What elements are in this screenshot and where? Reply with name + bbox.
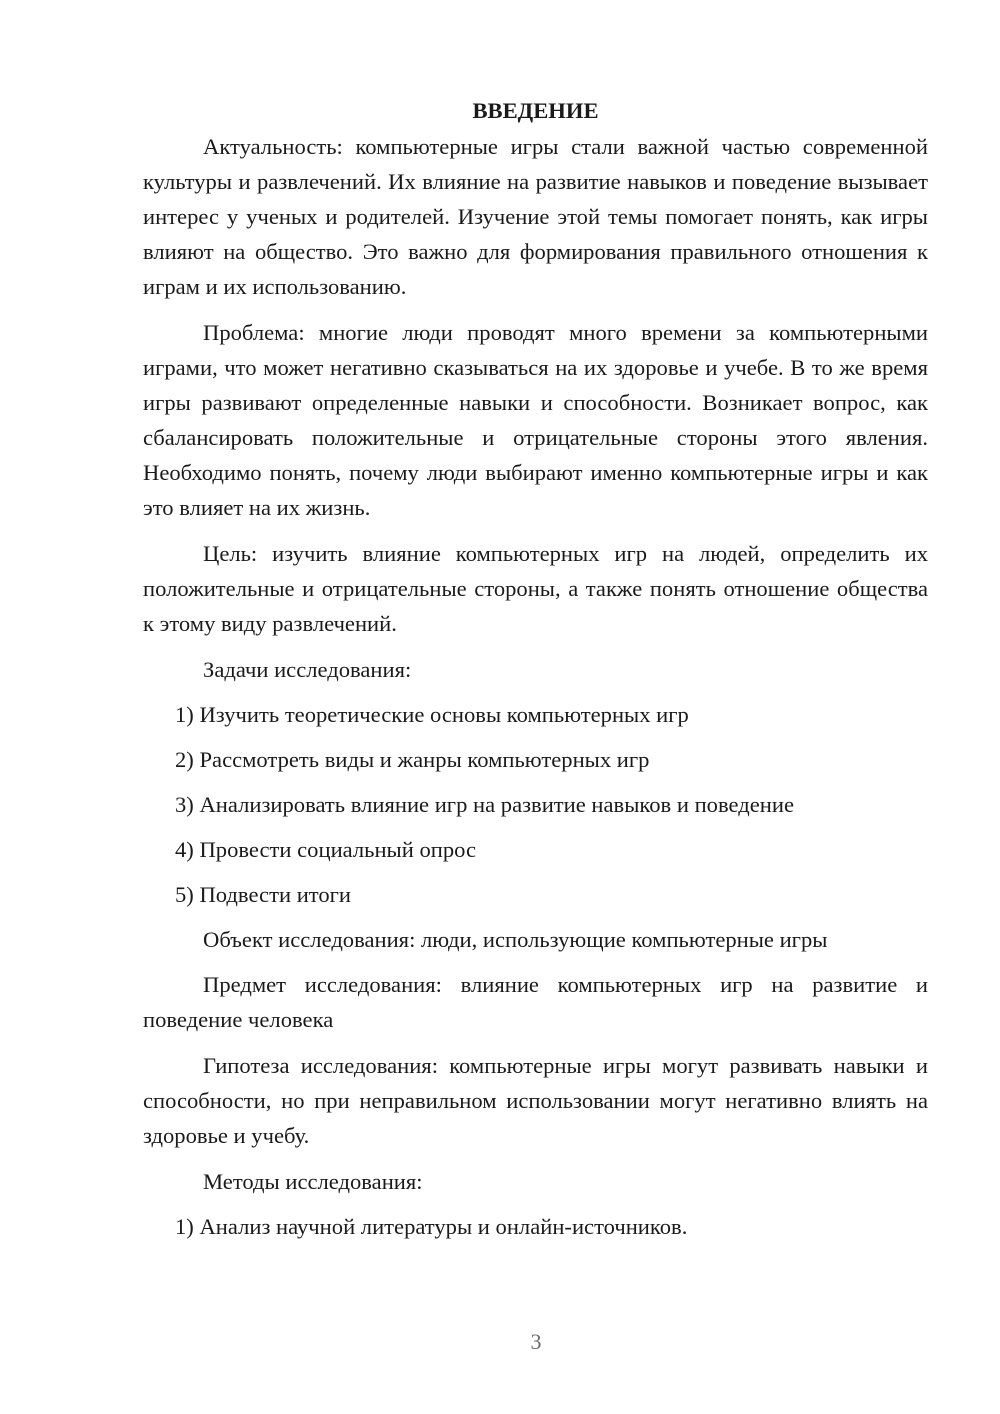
paragraph-problem: Проблема: многие люди проводят много времени за компьютерными играми, что может негативно сказываться на их здоровье и учебе. В то же время игры развивают определенные навыки и способности. Возникает вопрос, как сбалансировать положительные и отрицательные стороны этого явления. Необходимо понять, почему люди выбирают именно компьютерные игры и как это влияет на их жизнь. [143, 320, 928, 520]
paragraph-object: Объект исследования: люди, использующие компьютерные игры [203, 927, 828, 952]
paragraph-relevance: Актуальность: компьютерные игры стали важной частью современной культуры и развлечений. Их влияние на развитие навыков и поведение вызывает интерес у ученых и родителей. Изучение этой темы помогает понять, как игры влияют на общество. Это важно для формирования правильного отношения к играм и их использованию. [143, 134, 928, 299]
page-content [143, 93, 928, 1254]
paragraph-hypothesis: Гипотеза исследования: компьютерные игры могут развивать навыки и способности, но при неправильном использовании могут негативно влиять на здоровье и учебу. [143, 1053, 928, 1148]
methods-heading: Методы исследования: [203, 1169, 423, 1194]
tasks-heading: Задачи исследования: [203, 657, 412, 682]
paragraph-goal: Цель: изучить влияние компьютерных игр на людей, определить их положительные и отрицательные стороны, а также понять отношение общества к этому виду развлечений. [143, 541, 928, 636]
section-heading: ВВЕДЕНИЕ [472, 98, 599, 123]
list-item: 3) Анализировать влияние игр на развитие навыков и поведение [175, 792, 794, 817]
paragraph-subject: Предмет исследования: влияние компьютерных игр на развитие и поведение человека [143, 972, 928, 1032]
page-number: 3 [530, 1329, 542, 1354]
list-item: 4) Провести социальный опрос [175, 837, 477, 862]
list-item: 5) Подвести итоги [175, 882, 352, 907]
methods-list [143, 1209, 928, 1244]
list-item: 2) Рассмотреть виды и жанры компьютерных игр [175, 747, 650, 772]
list-item: 1) Изучить теоретические основы компьютерных игр [175, 702, 689, 727]
list-item: 1) Анализ научной литературы и онлайн-источников. [175, 1214, 688, 1239]
tasks-list [143, 697, 928, 912]
